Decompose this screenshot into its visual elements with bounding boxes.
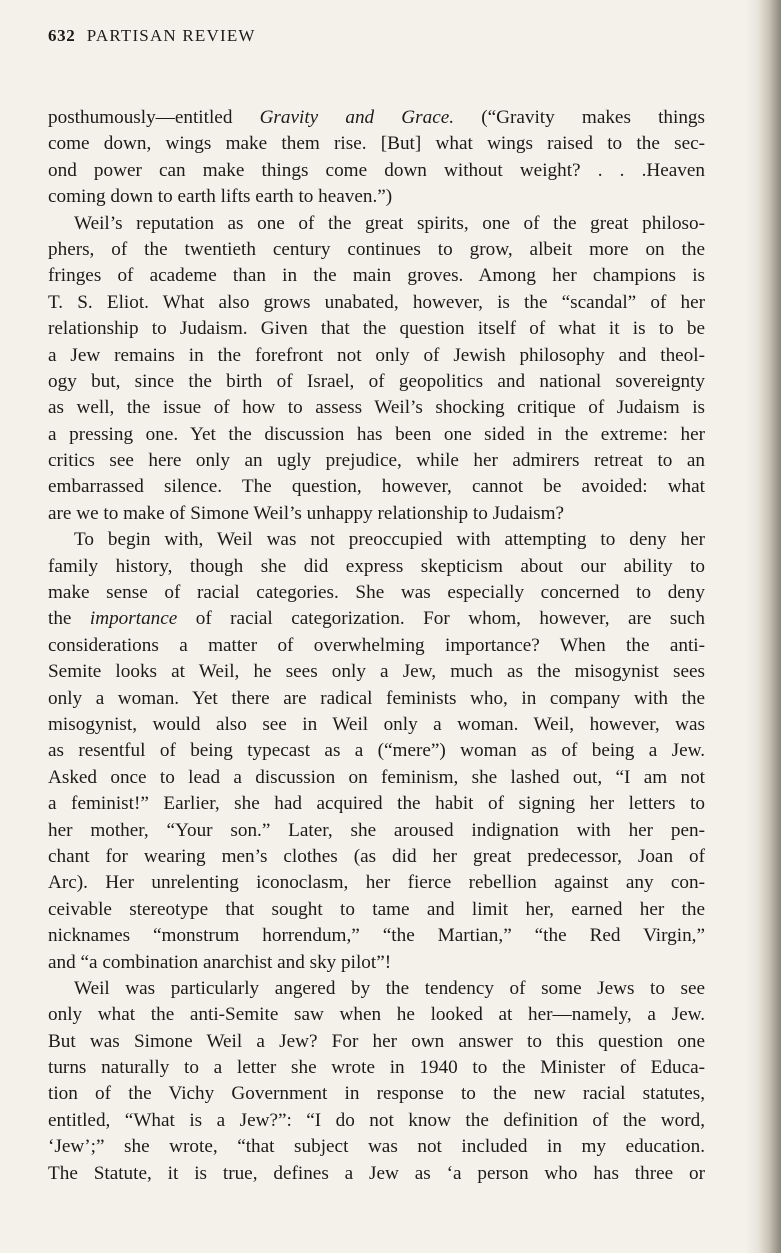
text-line: nicknames “monstrum horrendum,” “the Martian,” “the Red Virgin,” [48, 925, 705, 947]
text-line: embarrassed silence. The question, however, cannot be avoided: what [48, 476, 705, 498]
text-line: ‘Jew’;” she wrote, “that subject was not included in my education. [48, 1136, 705, 1158]
text-line: To begin with, Weil was not preoccupied with attempting to deny her [74, 529, 705, 551]
text-line: But was Simone Weil a Jew? For her own answer to this question one [48, 1030, 705, 1052]
text-line: only what the anti-Semite saw when he looked at her—namely, a Jew. [48, 1004, 705, 1026]
text-line: make sense of racial categories. She was especially concerned to deny [48, 582, 705, 604]
paragraph [48, 211, 705, 528]
text-line: come down, wings make them rise. [But] what wings raised to the sec- [48, 133, 705, 155]
text-line: T. S. Eliot. What also grows unabated, however, is the “scandal” of her [48, 291, 705, 313]
text-line: Semite looks at Weil, he sees only a Jew, much as the misogynist sees [48, 661, 705, 683]
text-line: Arc). Her unrelenting iconoclasm, her fierce rebellion against any con- [48, 872, 705, 894]
text-line: Asked once to lead a discussion on feminism, she lashed out, “I am not [48, 766, 705, 788]
page-gutter-shadow [745, 0, 759, 1253]
text-line: critics see here only an ugly prejudice, while her admirers retreat to an [48, 450, 705, 472]
text-line: chant for wearing men’s clothes (as did her great predecessor, Joan of [48, 845, 705, 867]
italic-title: importance [89, 608, 178, 630]
text-line: ond power can make things come down without weight? . . .Heaven [48, 159, 705, 181]
text-line: a feminist!” Earlier, she had acquired the habit of signing her letters to [48, 793, 705, 815]
text-line: only a woman. Yet there are radical feminists who, in company with the [48, 687, 705, 709]
text-line: coming down to earth lifts earth to heaven.”) [48, 186, 393, 208]
text-line: entitled, “What is a Jew?”: “I do not know the definition of the word, [48, 1109, 705, 1131]
text-line: relationship to Judaism. Given that the question itself of what it is to be [48, 318, 705, 340]
paragraph [48, 976, 705, 1187]
article-body [48, 105, 705, 1187]
text-line: as resentful of being typecast as a (“mere”) woman as of being a Jew. [48, 740, 705, 762]
text-line: ogy but, since the birth of Israel, of geopolitics and national sovereignty [48, 370, 705, 392]
text-line: The Statute, it is true, defines a Jew as ‘a person who has three or [48, 1162, 705, 1184]
text-line: tion of the Vichy Government in response to the new racial statutes, [48, 1083, 705, 1105]
page-edge [759, 0, 781, 1253]
text-line: posthumously—entitled Gravity and Grace. (“Gravity makes things [48, 107, 705, 128]
text-line: are we to make of Simone Weil’s unhappy relationship to Judaism? [48, 502, 565, 524]
text-line: Weil’s reputation as one of the great spirits, one of the great philoso- [74, 212, 705, 234]
text-line: misogynist, would also see in Weil only a woman. Weil, however, was [48, 713, 705, 735]
text-line: Weil was particularly angered by the tendency of some Jews to see [74, 977, 705, 999]
page-number: 632 [48, 26, 76, 45]
italic-title: Gravity and Grace. [259, 107, 455, 128]
text-line: ceivable stereotype that sought to tame and limit her, earned her the [48, 898, 705, 920]
text-line: considerations a matter of overwhelming importance? When the anti- [48, 634, 705, 656]
journal-title: PARTISAN REVIEW [86, 26, 256, 45]
text-line: family history, though she did express skepticism about our ability to [48, 555, 705, 577]
text-line: a pressing one. Yet the discussion has been one sided in the extreme: her [48, 423, 705, 445]
text-line: as well, the issue of how to assess Weil’s shocking critique of Judaism is [48, 397, 705, 419]
text-line: fringes of academe than in the main groves. Among her champions is [48, 265, 705, 287]
text-line: and “a combination anarchist and sky pilot”! [48, 951, 392, 973]
text-line: turns naturally to a letter she wrote in 1940 to the Minister of Educa- [48, 1057, 705, 1079]
text-line: phers, of the twentieth century continues to grow, albeit more on the [48, 238, 705, 260]
text-line: the importance of racial categorization. For whom, however, are such [48, 608, 705, 630]
text-line: a Jew remains in the forefront not only of Jewish philosophy and theol- [48, 344, 705, 366]
running-head [48, 26, 256, 46]
paragraph [48, 527, 705, 976]
text-line: her mother, “Your son.” Later, she aroused indignation with her pen- [48, 819, 705, 841]
paragraph [48, 105, 705, 211]
